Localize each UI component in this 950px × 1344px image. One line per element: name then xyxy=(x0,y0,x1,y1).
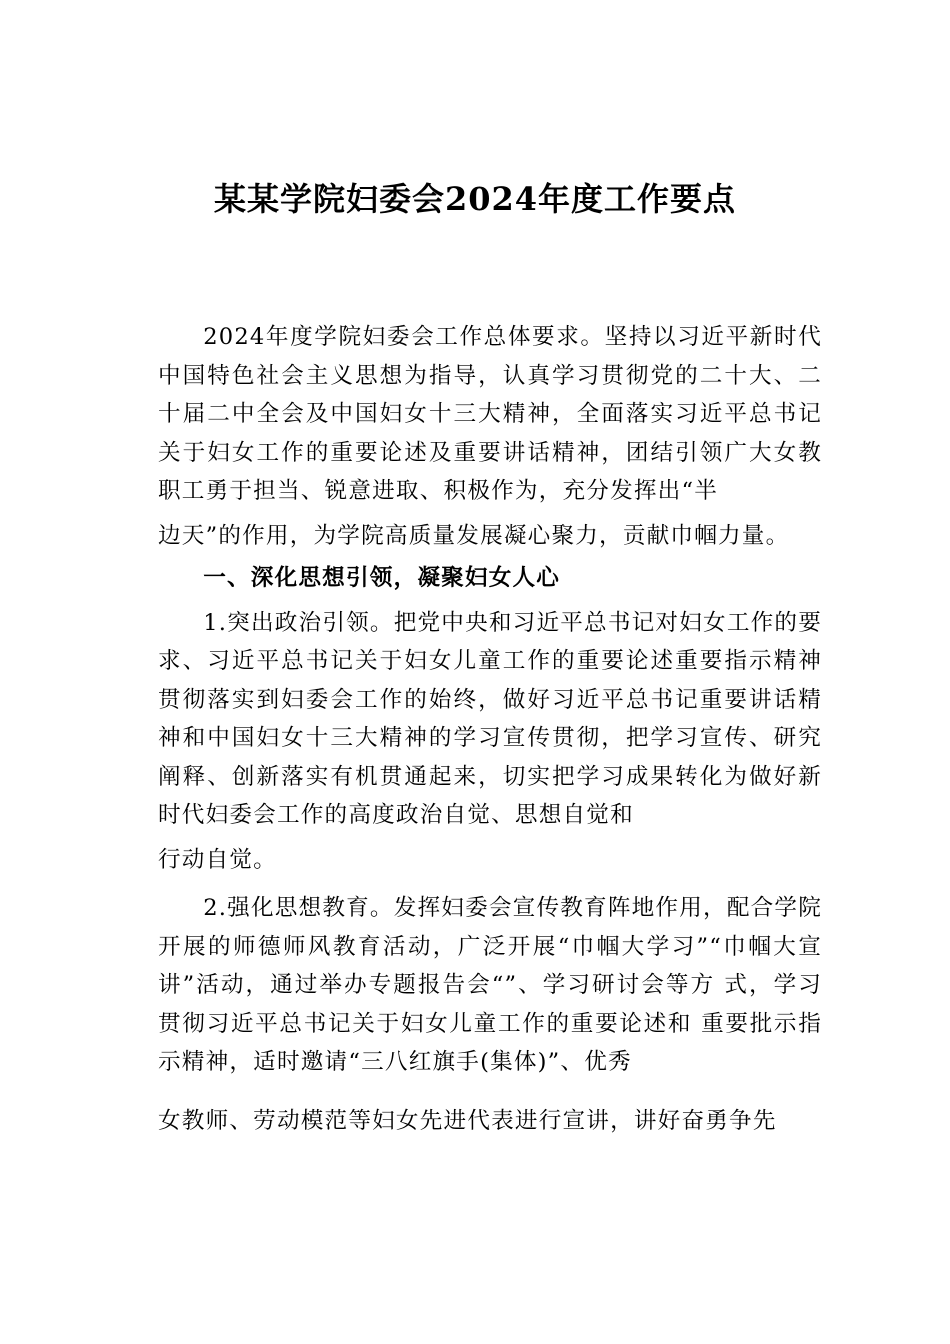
intro-paragraph-continued: 边天”的作用，为学院高质量发展凝心聚力，贡献巾帼力量。 xyxy=(158,522,790,549)
document-body xyxy=(158,318,822,1140)
item-2-paragraph: 2.强化思想教育。发挥妇委会宣传教育阵地作用，配合学院开展的师德师风教育活动，广泛开展“巾帼大学习”“巾帼大宣讲”活动，通过举办专题报告会“”、学习研讨会等方 式，学习贯彻习近平总书记关于妇女儿童工作的重要论述和 重要批示指示精神，适时邀请“三八红旗手(集体)”、优秀 xyxy=(158,895,822,1075)
item-2-paragraph-continued: 女教师、劳动模范等妇女先进代表进行宣讲，讲好奋勇争先 xyxy=(158,1107,777,1134)
item-1-paragraph-continued: 行动自觉。 xyxy=(158,846,277,873)
document-title: 某某学院妇委会2024年度工作要点 xyxy=(213,180,737,218)
item-1-paragraph: 1.突出政治引领。把党中央和习近平总书记对妇女工作的要求、习近平总书记关于妇女儿童工作的重要论述重要指示精神贯彻落实到妇委会工作的始终，做好习近平总书记重要讲话精神和中国妇女十三大精神的学习宣传贯彻，把学习宣传、研究阐释、创新落实有机贯通起来，切实把学习成果转化为做好新时代妇委会工作的高度政治自觉、思想自觉和 xyxy=(158,609,822,828)
intro-paragraph: 2024年度学院妇委会工作总体要求。坚持以习近平新时代中国特色社会主义思想为指导，认真学习贯彻党的二十大、二十届二中全会及中国妇女十三大精神，全面落实习近平总书记关于妇女工作的重要论述及重要讲话精神，团结引领广大女教职工勇于担当、锐意进取、积极作为，充分发挥出“半 xyxy=(158,324,822,504)
section-heading: 一、深化思想引领，凝聚妇女人心 xyxy=(203,565,561,591)
